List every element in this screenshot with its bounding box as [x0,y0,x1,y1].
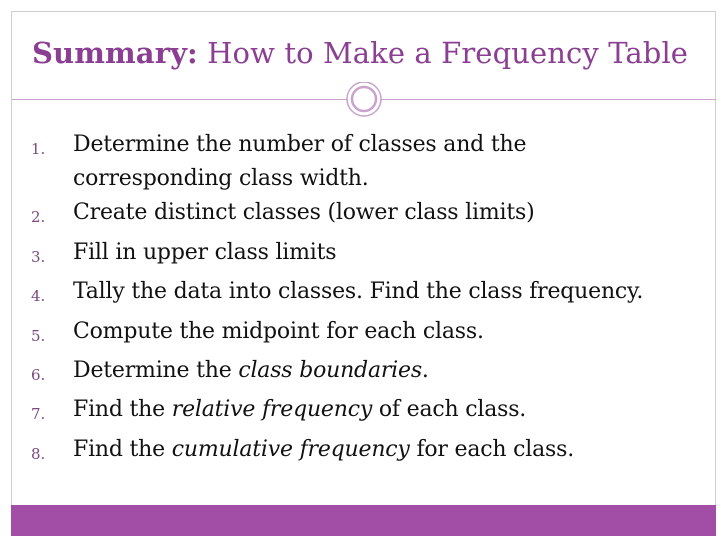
step-number: 6. [31,366,46,384]
bottom-accent-bar [11,505,716,536]
step-text: Tally the data into classes. Find the class frequency. [73,279,644,304]
step-text-emphasis: class boundaries [238,358,422,383]
step-text-pre: Find the [73,397,172,422]
step-text-emphasis: cumulative frequency [171,437,410,462]
step-text-post: for each class. [409,437,575,462]
step-text-pre: Find the [73,437,172,462]
step-text [73,358,429,383]
step-number: 4. [31,287,46,305]
step-number: 7. [31,405,46,423]
step-text [73,397,526,422]
step-text-pre: Determine the [73,358,239,383]
step-number: 2. [31,208,46,226]
step-text [73,437,574,462]
step-text: Fill in upper class limits [73,240,337,265]
step-text: Compute the midpoint for each class. [73,319,484,344]
step-text-line: Determine the number of classes and the [73,132,527,157]
step-number: 1. [31,140,46,158]
step-text-emphasis: relative frequency [171,397,373,422]
step-number: 3. [31,248,46,266]
title-rest: How to Make a Frequency Table [207,36,689,70]
step-text-post: of each class. [372,397,527,422]
step-number: 8. [31,445,46,463]
title-bold: Summary: [32,36,198,70]
step-text: Create distinct classes (lower class limits) [73,200,535,225]
step-number: 5. [31,327,46,345]
step-text-post: . [421,358,429,383]
step-text-line: corresponding class width. [73,166,369,191]
